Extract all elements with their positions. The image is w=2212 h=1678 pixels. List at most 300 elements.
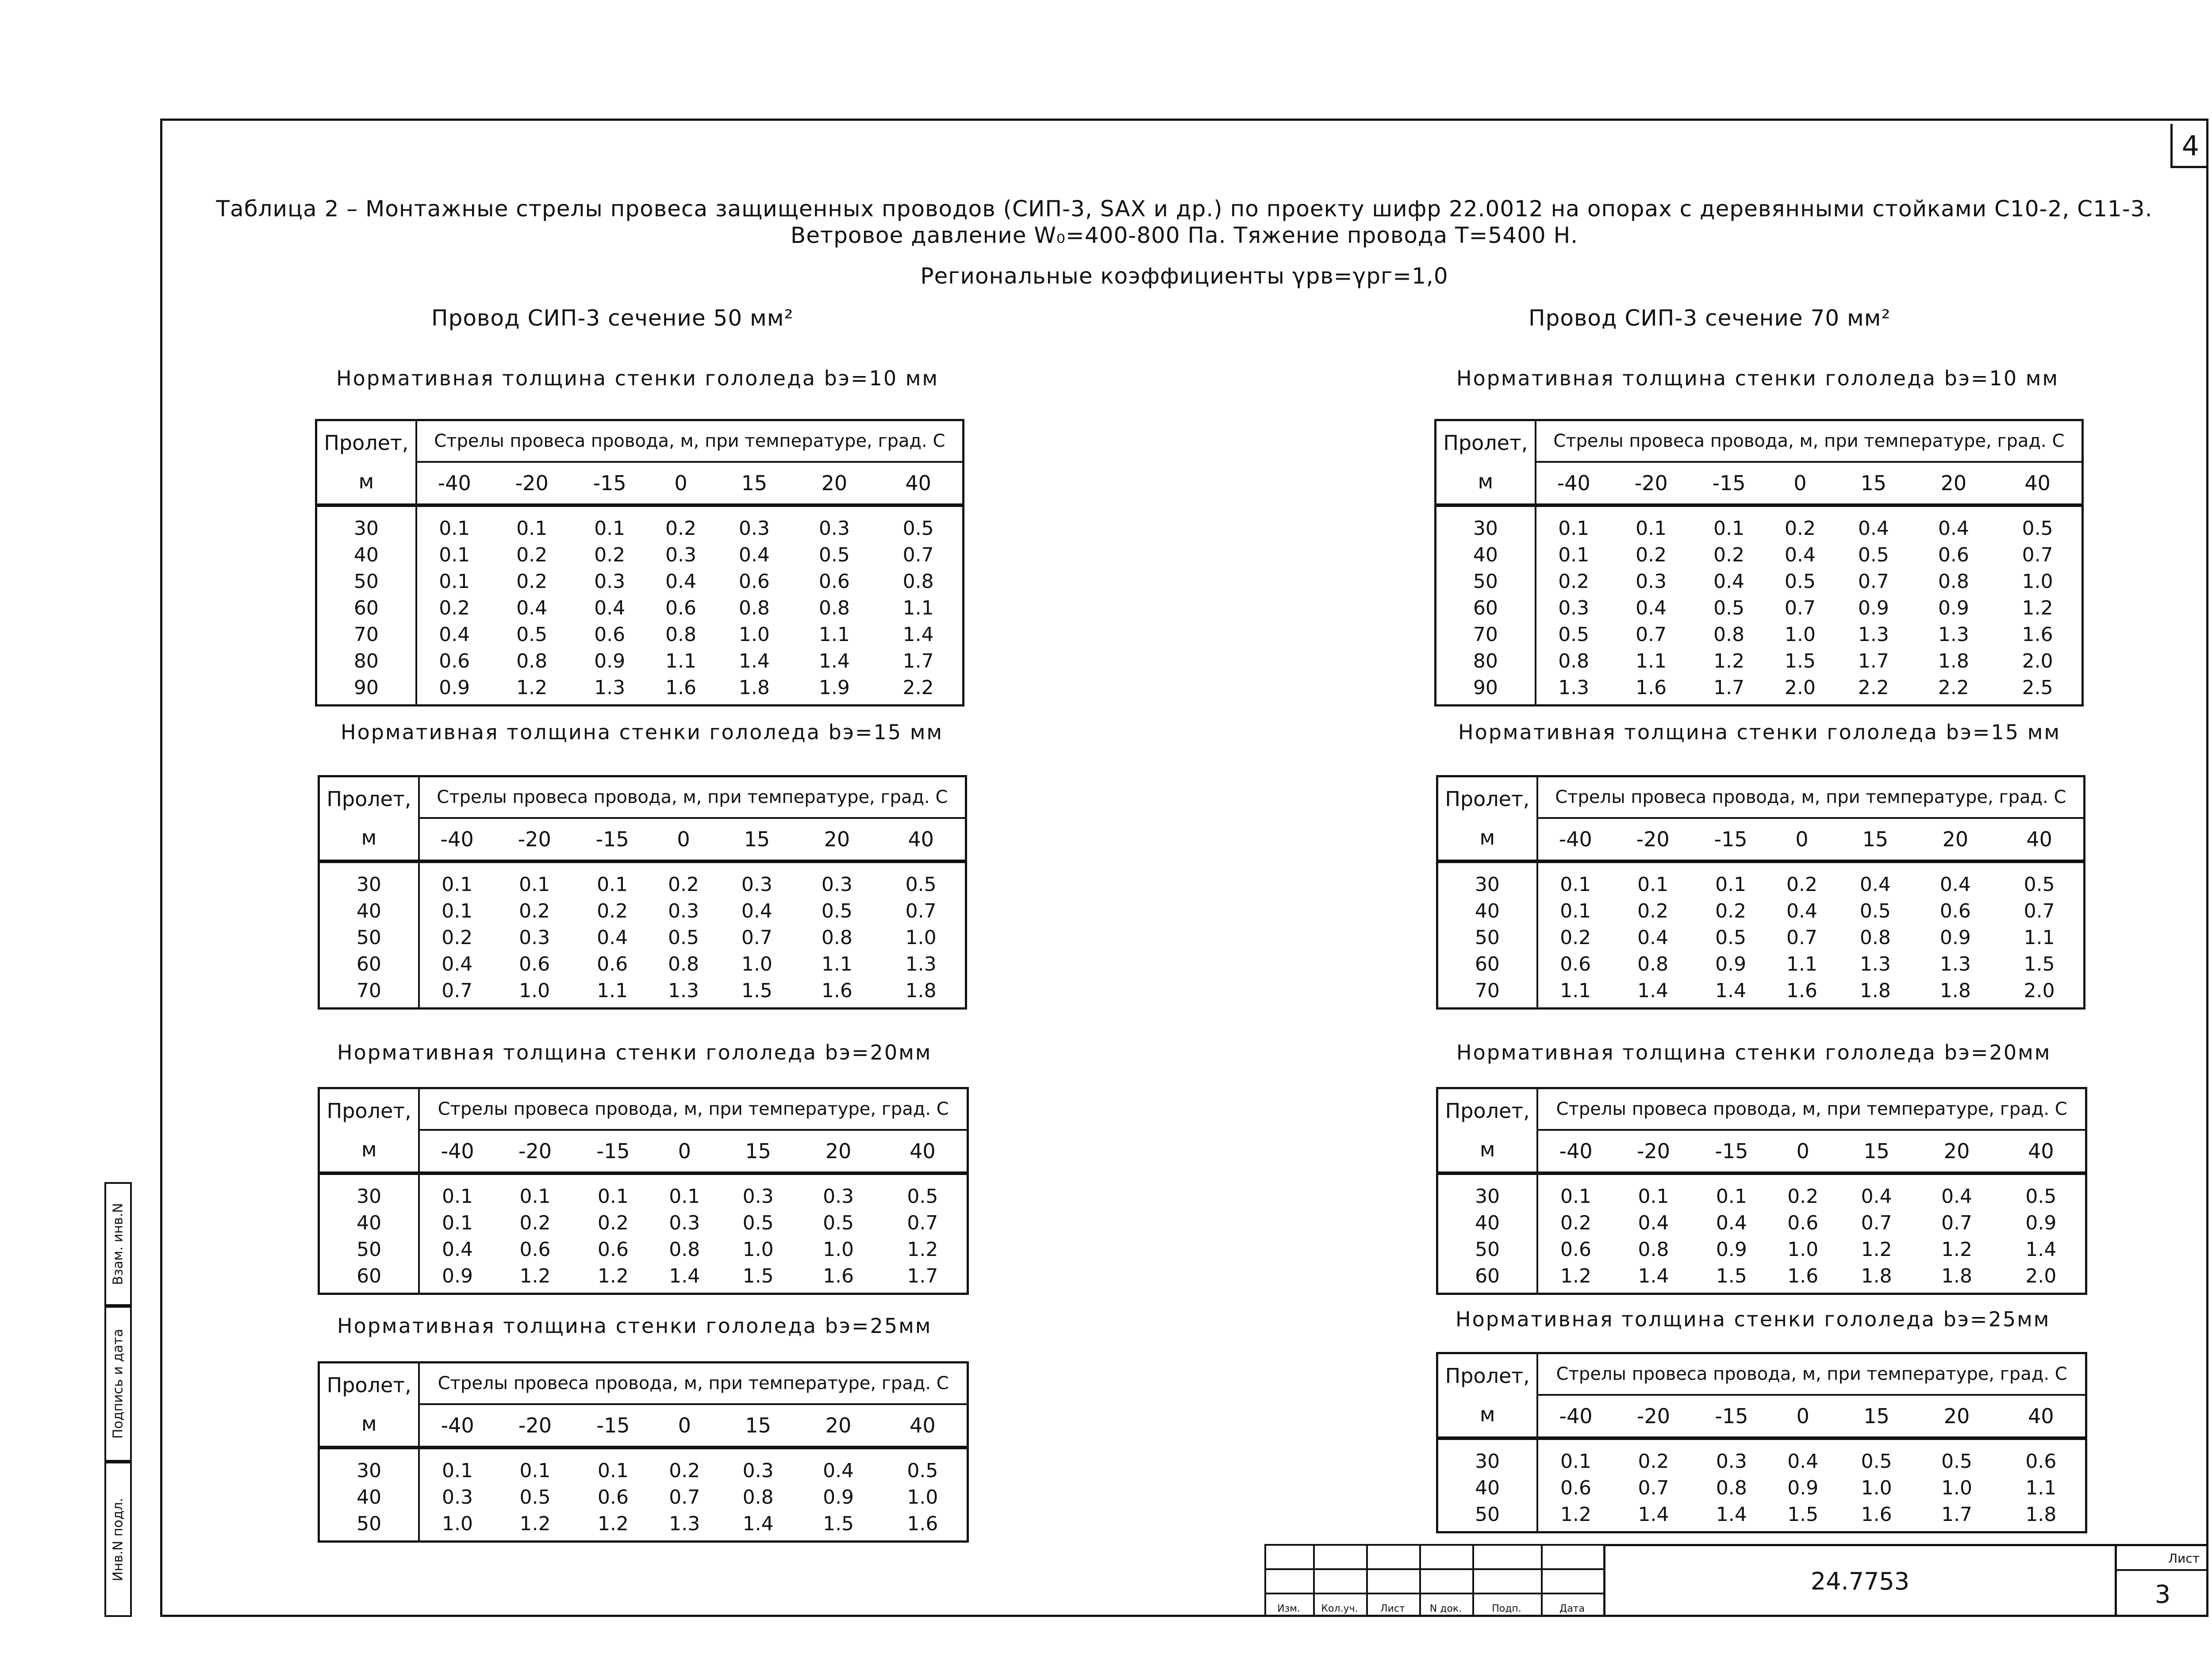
sag-value-cell: 0.7 — [2022, 543, 2053, 566]
sag-table — [1436, 775, 2085, 1010]
span-cell: 40 — [1437, 898, 1537, 924]
temperature-header: 20 — [1916, 1395, 1997, 1438]
sag-value-cell: 0.3 — [442, 1486, 473, 1509]
sag-value-cell: 0.2 — [1784, 517, 1816, 540]
sag-value-cell: 0.5 — [742, 1211, 774, 1234]
sag-value-cell: 0.5 — [821, 899, 853, 922]
sag-value-cell: 0.8 — [668, 952, 699, 975]
sag-value-cell: 0.4 — [516, 596, 548, 619]
temperature-header: 40 — [874, 462, 963, 505]
sag-value-cell: 0.1 — [597, 873, 628, 896]
temperature-header: 15 — [1836, 1395, 1916, 1438]
span-cell: 40 — [1437, 1474, 1538, 1501]
temperature-header: -20 — [492, 462, 572, 505]
temperature-header: 20 — [1913, 462, 1993, 505]
sag-value-cell: 0.6 — [1938, 543, 1969, 566]
sag-value-cell: 1.3 — [1938, 623, 1969, 646]
side-stamp-label: Взам. инв.N — [110, 1203, 126, 1285]
sag-value-cell: 0.1 — [442, 899, 473, 922]
temperature-header: 15 — [717, 818, 797, 861]
sag-value-cell: 0.5 — [2025, 1185, 2057, 1208]
sag-value-cell: 1.8 — [738, 676, 770, 699]
sag-value-cell: 1.0 — [905, 926, 937, 949]
sag-value-cell: 1.5 — [823, 1512, 854, 1535]
ice-thickness-label: Нормативная толщина стенки гололеда bэ=10 мм — [336, 366, 939, 390]
sag-value-cell: 1.2 — [907, 1238, 938, 1261]
sag-value-cell: 0.5 — [1941, 1450, 1973, 1473]
temperature-header: -15 — [572, 462, 648, 505]
side-stamp-signature-date — [104, 1306, 132, 1462]
sag-value-cell: 1.3 — [1558, 676, 1590, 699]
span-cell: 40 — [1436, 541, 1536, 568]
sag-value-cell: 0.5 — [1861, 1450, 1892, 1473]
sag-value-cell: 2.0 — [1784, 676, 1816, 699]
temperature-header: -40 — [419, 1130, 495, 1173]
sag-value-cell: 0.7 — [902, 543, 934, 566]
sag-value-cell: 1.2 — [1713, 649, 1745, 672]
sag-value-cell: 1.1 — [597, 979, 628, 1002]
sag-value-cell: 0.1 — [1560, 1450, 1592, 1473]
span-cell: 30 — [1437, 1438, 1538, 1474]
sag-value-cell: 1.0 — [1787, 1238, 1819, 1261]
sheet-number: 3 — [2154, 1580, 2171, 1609]
sag-value-cell: 0.3 — [669, 1211, 700, 1234]
temperature-header: 0 — [1769, 818, 1836, 861]
sag-value-cell: 0.3 — [1716, 1450, 1747, 1473]
sag-value-cell: 2.5 — [2022, 676, 2053, 699]
sag-value-cell: 0.5 — [1558, 623, 1590, 646]
table-row — [1437, 1501, 2086, 1532]
sag-value-cell: 0.7 — [1638, 1476, 1669, 1499]
ice-thickness-label: Нормативная толщина стенки гололеда bэ=25мм — [1455, 1307, 2051, 1331]
table-row — [1437, 977, 2085, 1009]
table-row — [1436, 505, 2083, 541]
sag-value-cell: 1.7 — [1713, 676, 1745, 699]
sag-value-cell: 0.7 — [1861, 1211, 1892, 1234]
sag-value-cell: 1.0 — [519, 979, 550, 1002]
sag-value-cell: 0.5 — [1713, 596, 1745, 619]
sag-value-cell: 1.6 — [907, 1512, 938, 1535]
sag-value-cell: 0.2 — [439, 596, 470, 619]
sag-value-cell: 0.4 — [1938, 517, 1969, 540]
temperature-header: -15 — [575, 1404, 651, 1448]
span-cell: 40 — [319, 898, 419, 924]
sag-value-cell: 1.0 — [442, 1512, 473, 1535]
sag-value-cell: 1.1 — [2024, 926, 2055, 949]
rev-label-doc: N док. — [1429, 1603, 1462, 1614]
sag-value-cell: 1.6 — [2022, 623, 2053, 646]
sag-value-cell: 1.8 — [1941, 1264, 1973, 1287]
ice-thickness-label: Нормативная толщина стенки гололеда bэ=20мм — [1456, 1041, 2051, 1064]
sag-value-cell: 0.3 — [594, 570, 626, 593]
temperature-header: -20 — [495, 1130, 575, 1173]
sag-value-cell: 0.6 — [1560, 952, 1591, 975]
table-row — [1437, 1173, 2086, 1210]
sag-value-cell: 0.3 — [1558, 596, 1590, 619]
temperature-header: 20 — [794, 462, 874, 505]
sag-value-cell: 0.8 — [669, 1238, 700, 1261]
sag-value-cell: 1.7 — [1941, 1503, 1973, 1526]
temperature-header: -20 — [495, 818, 575, 861]
sag-value-cell: 1.3 — [905, 952, 937, 975]
sag-value-cell: 0.8 — [821, 926, 853, 949]
sag-value-cell: 0.8 — [742, 1486, 774, 1509]
temperature-header: 40 — [1997, 1130, 2086, 1173]
table-row — [1436, 621, 2083, 648]
temperature-header: -40 — [1537, 1130, 1613, 1173]
sag-value-cell: 0.2 — [1637, 899, 1669, 922]
table-row — [316, 541, 964, 568]
sag-value-cell: 0.1 — [1713, 517, 1745, 540]
ice-thickness-label: Нормативная толщина стенки гололеда bэ=15 мм — [341, 720, 944, 744]
sag-value-cell: 0.1 — [594, 517, 626, 540]
sag-value-cell: 0.1 — [1560, 873, 1591, 896]
sag-value-cell: 1.8 — [905, 979, 937, 1002]
sag-value-cell: 0.8 — [1558, 649, 1590, 672]
sag-value-cell: 0.6 — [597, 952, 628, 975]
sag-value-cell: 0.1 — [442, 1185, 473, 1208]
temperature-header: -40 — [1537, 1395, 1613, 1438]
sag-value-cell: 1.8 — [1861, 1264, 1892, 1287]
temperature-header: 15 — [1836, 1130, 1916, 1173]
sag-header: Стрелы провеса провода, м, при температуре, град. С — [1537, 1353, 2086, 1395]
sag-value-cell: 0.5 — [2022, 517, 2053, 540]
sag-value-cell: 1.5 — [1784, 649, 1816, 672]
sag-value-cell: 0.2 — [442, 926, 473, 949]
temperature-header: -20 — [495, 1404, 575, 1448]
sag-value-cell: 0.9 — [823, 1486, 854, 1509]
sag-value-cell: 0.1 — [519, 1185, 551, 1208]
sag-table — [1434, 419, 2084, 707]
rev-label-date: Дата — [1559, 1603, 1585, 1614]
span-header: Пролет, м — [1437, 1353, 1538, 1439]
table-row — [316, 621, 964, 648]
sag-value-cell: 0.9 — [1938, 596, 1969, 619]
sag-value-cell: 1.4 — [2025, 1238, 2057, 1261]
sag-value-cell: 0.1 — [516, 517, 548, 540]
span-header: Пролет, м — [1437, 1088, 1538, 1174]
table-row — [1437, 951, 2085, 977]
sag-value-cell: 1.6 — [821, 979, 853, 1002]
sag-value-cell: 1.0 — [738, 623, 770, 646]
sag-value-cell: 0.9 — [442, 1264, 473, 1287]
sag-value-cell: 0.5 — [519, 1486, 551, 1509]
sag-value-cell: 0.8 — [818, 596, 850, 619]
sag-value-cell: 0.4 — [1637, 926, 1669, 949]
ice-thickness-label: Нормативная толщина стенки гололеда bэ=25мм — [337, 1314, 932, 1338]
span-cell: 40 — [1437, 1210, 1538, 1236]
sag-value-cell: 1.8 — [1939, 979, 1971, 1002]
sag-value-cell: 1.1 — [818, 623, 850, 646]
sag-header: Стрелы провеса провода, м, при температуре, град. С — [419, 776, 966, 818]
temperature-header: -40 — [416, 462, 492, 505]
temperature-header: 40 — [1995, 818, 2084, 861]
side-stamp-label: Инв.N подл. — [110, 1498, 126, 1581]
table-row — [319, 898, 966, 924]
temperature-header: -40 — [1537, 818, 1613, 861]
sag-value-cell: 0.1 — [597, 1459, 629, 1482]
sag-header: Стрелы провеса провода, м, при температуре, град. С — [419, 1088, 968, 1130]
sag-value-cell: 1.0 — [1861, 1476, 1892, 1499]
temperature-header: 0 — [1770, 1395, 1836, 1438]
sag-value-cell: 0.9 — [1715, 952, 1747, 975]
sag-value-cell: 0.6 — [665, 596, 696, 619]
span-cell: 30 — [1436, 505, 1536, 541]
span-header: Пролет, м — [319, 1363, 419, 1448]
span-cell: 60 — [1436, 595, 1536, 621]
temperature-header: 15 — [718, 1130, 798, 1173]
sag-value-cell: 0.4 — [1713, 570, 1745, 593]
table-row — [1437, 1474, 2086, 1501]
sag-value-cell: 0.7 — [1784, 596, 1816, 619]
sag-value-cell: 1.7 — [902, 649, 934, 672]
sag-value-cell: 0.4 — [1638, 1211, 1669, 1234]
sag-value-cell: 0.6 — [818, 570, 850, 593]
sag-value-cell: 0.2 — [669, 1459, 700, 1482]
sag-value-cell: 0.1 — [597, 1185, 629, 1208]
span-cell: 70 — [316, 621, 416, 648]
sag-value-cell: 1.4 — [669, 1264, 700, 1287]
sag-value-cell: 0.1 — [1558, 543, 1590, 566]
span-cell: 90 — [316, 674, 416, 706]
table-row — [316, 505, 964, 541]
temperature-header: 20 — [1915, 818, 1995, 861]
sag-value-cell: 0.4 — [1787, 1450, 1819, 1473]
sag-value-cell: 1.1 — [902, 596, 934, 619]
sag-value-cell: 0.9 — [2025, 1211, 2057, 1234]
table-row — [1437, 1438, 2086, 1474]
sag-value-cell: 0.1 — [1715, 873, 1747, 896]
sag-value-cell: 1.1 — [1560, 979, 1591, 1002]
span-cell: 40 — [319, 1210, 419, 1236]
sag-value-cell: 0.1 — [1716, 1185, 1747, 1208]
temperature-header: 20 — [1916, 1130, 1997, 1173]
sag-value-cell: 0.4 — [823, 1459, 854, 1482]
sag-value-cell: 1.0 — [742, 1238, 774, 1261]
sag-header: Стрелы провеса провода, м, при температуре, град. С — [1536, 420, 2083, 462]
sag-value-cell: 0.7 — [1858, 570, 1889, 593]
sag-header: Стрелы провеса провода, м, при температуре, град. С — [416, 420, 964, 462]
temperature-header: -15 — [575, 1130, 651, 1173]
sag-value-cell: 0.7 — [1786, 926, 1817, 949]
table-row — [319, 1510, 968, 1542]
sag-value-cell: 0.5 — [902, 517, 934, 540]
sag-header: Стрелы провеса провода, м, при температуре, град. С — [1537, 776, 2085, 818]
span-cell: 50 — [1437, 1236, 1538, 1263]
sag-value-cell: 0.3 — [742, 1185, 774, 1208]
temperature-header: -15 — [1693, 818, 1769, 861]
sag-value-cell: 0.2 — [1713, 543, 1745, 566]
sag-value-cell: 1.3 — [594, 676, 626, 699]
temperature-header: 40 — [1997, 1395, 2086, 1438]
sag-value-cell: 0.8 — [1713, 623, 1745, 646]
temperature-header: -20 — [1613, 818, 1693, 861]
sag-value-cell: 0.5 — [1715, 926, 1747, 949]
rev-label-sheet: Лист — [1380, 1603, 1405, 1614]
span-cell: 60 — [319, 951, 419, 977]
sag-value-cell: 0.2 — [1560, 926, 1591, 949]
temperature-header: -20 — [1613, 1130, 1694, 1173]
side-stamp-replacement-inv — [104, 1182, 132, 1306]
sag-value-cell: 0.2 — [668, 873, 699, 896]
sag-value-cell: 0.2 — [1786, 873, 1817, 896]
sag-value-cell: 0.8 — [902, 570, 934, 593]
sag-value-cell: 0.1 — [442, 1459, 473, 1482]
sag-value-cell: 0.4 — [1786, 899, 1817, 922]
sag-value-cell: 0.1 — [442, 1211, 473, 1234]
sag-value-cell: 1.9 — [818, 676, 850, 699]
table-row — [316, 674, 964, 706]
rev-label-change: Изм. — [1277, 1603, 1300, 1614]
sag-value-cell: 0.3 — [741, 873, 772, 896]
sag-value-cell: 0.1 — [519, 1459, 551, 1482]
sag-value-cell: 0.7 — [669, 1486, 700, 1509]
table-row — [1437, 861, 2085, 898]
sag-value-cell: 0.4 — [597, 926, 628, 949]
sag-value-cell: 0.1 — [1560, 899, 1591, 922]
sag-value-cell: 1.4 — [1638, 1264, 1669, 1287]
sag-value-cell: 1.7 — [907, 1264, 938, 1287]
span-cell: 40 — [316, 541, 416, 568]
table-row — [316, 648, 964, 674]
temperature-header: -15 — [1691, 462, 1767, 505]
sag-value-cell: 0.5 — [668, 926, 699, 949]
span-cell: 80 — [316, 648, 416, 674]
table-row — [1437, 1263, 2086, 1294]
sag-value-cell: 0.3 — [519, 926, 550, 949]
sag-value-cell: 1.5 — [1716, 1264, 1747, 1287]
span-cell: 30 — [316, 505, 416, 541]
table-row — [1437, 898, 2085, 924]
span-cell: 50 — [1437, 924, 1537, 951]
sag-value-cell: 1.1 — [1636, 649, 1667, 672]
sag-value-cell: 2.2 — [902, 676, 934, 699]
temperature-header: -20 — [1613, 1395, 1694, 1438]
sag-value-cell: 0.6 — [2025, 1450, 2057, 1473]
temperature-header: 0 — [648, 462, 714, 505]
sag-value-cell: 0.9 — [594, 649, 626, 672]
sag-value-cell: 1.8 — [1938, 649, 1969, 672]
sag-value-cell: 1.2 — [516, 676, 548, 699]
title-block — [1264, 1544, 2208, 1617]
sag-value-cell: 1.0 — [907, 1486, 938, 1509]
sag-value-cell: 0.2 — [1638, 1450, 1669, 1473]
sag-value-cell: 0.8 — [1637, 952, 1669, 975]
span-header: Пролет, м — [319, 1088, 419, 1174]
sag-value-cell: 0.6 — [439, 649, 470, 672]
span-header: Пролет, м — [1436, 420, 1536, 506]
sag-value-cell: 0.2 — [597, 899, 628, 922]
sheet-label: Лист — [2117, 1546, 2208, 1571]
revision-grid — [1264, 1544, 1603, 1617]
span-header: Пролет, м — [319, 776, 419, 862]
temperature-header: 0 — [1770, 1130, 1836, 1173]
sag-value-cell: 0.7 — [1636, 623, 1667, 646]
sag-value-cell: 0.3 — [818, 517, 850, 540]
sag-value-cell: 0.4 — [1939, 873, 1971, 896]
sag-value-cell: 1.7 — [1858, 649, 1889, 672]
sag-value-cell: 0.4 — [1859, 873, 1891, 896]
temperature-header: 40 — [879, 1130, 968, 1173]
temperature-header: -40 — [419, 818, 495, 861]
span-cell: 70 — [1436, 621, 1536, 648]
sag-value-cell: 0.8 — [1859, 926, 1891, 949]
sag-value-cell: 0.2 — [519, 899, 550, 922]
ice-thickness-label: Нормативная толщина стенки гололеда bэ=15 мм — [1458, 720, 2061, 744]
temperature-header: -15 — [1694, 1395, 1769, 1438]
sag-value-cell: 1.1 — [2025, 1476, 2057, 1499]
table-row — [1436, 648, 2083, 674]
table-row — [319, 1236, 968, 1263]
sag-value-cell: 0.1 — [442, 873, 473, 896]
table-row — [319, 1448, 968, 1484]
sag-value-cell: 2.0 — [2025, 1264, 2057, 1287]
sag-value-cell: 1.0 — [2022, 570, 2053, 593]
sag-value-cell: 0.5 — [1858, 543, 1889, 566]
table-row — [319, 1263, 968, 1294]
sag-value-cell: 1.4 — [742, 1512, 774, 1535]
sag-value-cell: 1.6 — [665, 676, 696, 699]
sag-value-cell: 0.3 — [665, 543, 696, 566]
table-row — [1437, 1236, 2086, 1263]
sag-value-cell: 0.4 — [738, 543, 770, 566]
sag-value-cell: 1.6 — [1787, 1264, 1819, 1287]
table-row — [319, 1173, 968, 1210]
temperature-header: 15 — [718, 1404, 798, 1448]
span-cell: 60 — [316, 595, 416, 621]
sag-value-cell: 1.5 — [1787, 1503, 1819, 1526]
sag-value-cell: 0.9 — [1787, 1476, 1819, 1499]
sag-value-cell: 0.2 — [1715, 899, 1747, 922]
sag-value-cell: 0.3 — [1636, 570, 1667, 593]
table-row — [1437, 924, 2085, 951]
sag-value-cell: 0.8 — [1938, 570, 1969, 593]
sag-value-cell: 0.7 — [905, 899, 937, 922]
sag-value-cell: 1.3 — [1858, 623, 1889, 646]
temperature-header: 0 — [651, 1130, 718, 1173]
corner-sheet-number: 4 — [2170, 124, 2208, 168]
sag-value-cell: 0.7 — [907, 1211, 938, 1234]
sag-value-cell: 0.3 — [823, 1185, 854, 1208]
sag-value-cell: 0.1 — [1560, 1185, 1592, 1208]
sag-value-cell: 0.6 — [1560, 1476, 1592, 1499]
temperature-header: 0 — [1767, 462, 1834, 505]
sag-value-cell: 0.1 — [1638, 1185, 1669, 1208]
sag-value-cell: 0.1 — [669, 1185, 700, 1208]
sag-value-cell: 0.7 — [442, 979, 473, 1002]
span-cell: 50 — [319, 924, 419, 951]
sag-value-cell: 0.4 — [442, 1238, 473, 1261]
table-row — [1436, 595, 2083, 621]
sag-value-cell: 0.4 — [741, 899, 772, 922]
section-heading-70: Провод СИП-3 сечение 70 мм² — [1528, 305, 1891, 331]
sag-value-cell: 1.6 — [1636, 676, 1667, 699]
table-row — [316, 595, 964, 621]
temperature-header: -20 — [1611, 462, 1691, 505]
sag-value-cell: 0.6 — [1787, 1211, 1819, 1234]
sag-value-cell: 0.2 — [594, 543, 626, 566]
span-cell: 70 — [1437, 977, 1537, 1009]
sag-value-cell: 1.4 — [818, 649, 850, 672]
sag-value-cell: 1.2 — [1861, 1238, 1892, 1261]
sag-value-cell: 2.0 — [2022, 649, 2053, 672]
sag-value-cell: 1.2 — [1560, 1503, 1592, 1526]
sag-value-cell: 0.4 — [1784, 543, 1816, 566]
sag-value-cell: 0.4 — [1636, 596, 1667, 619]
sag-value-cell: 0.1 — [1637, 873, 1669, 896]
sag-value-cell: 0.2 — [516, 543, 548, 566]
sag-value-cell: 1.4 — [738, 649, 770, 672]
